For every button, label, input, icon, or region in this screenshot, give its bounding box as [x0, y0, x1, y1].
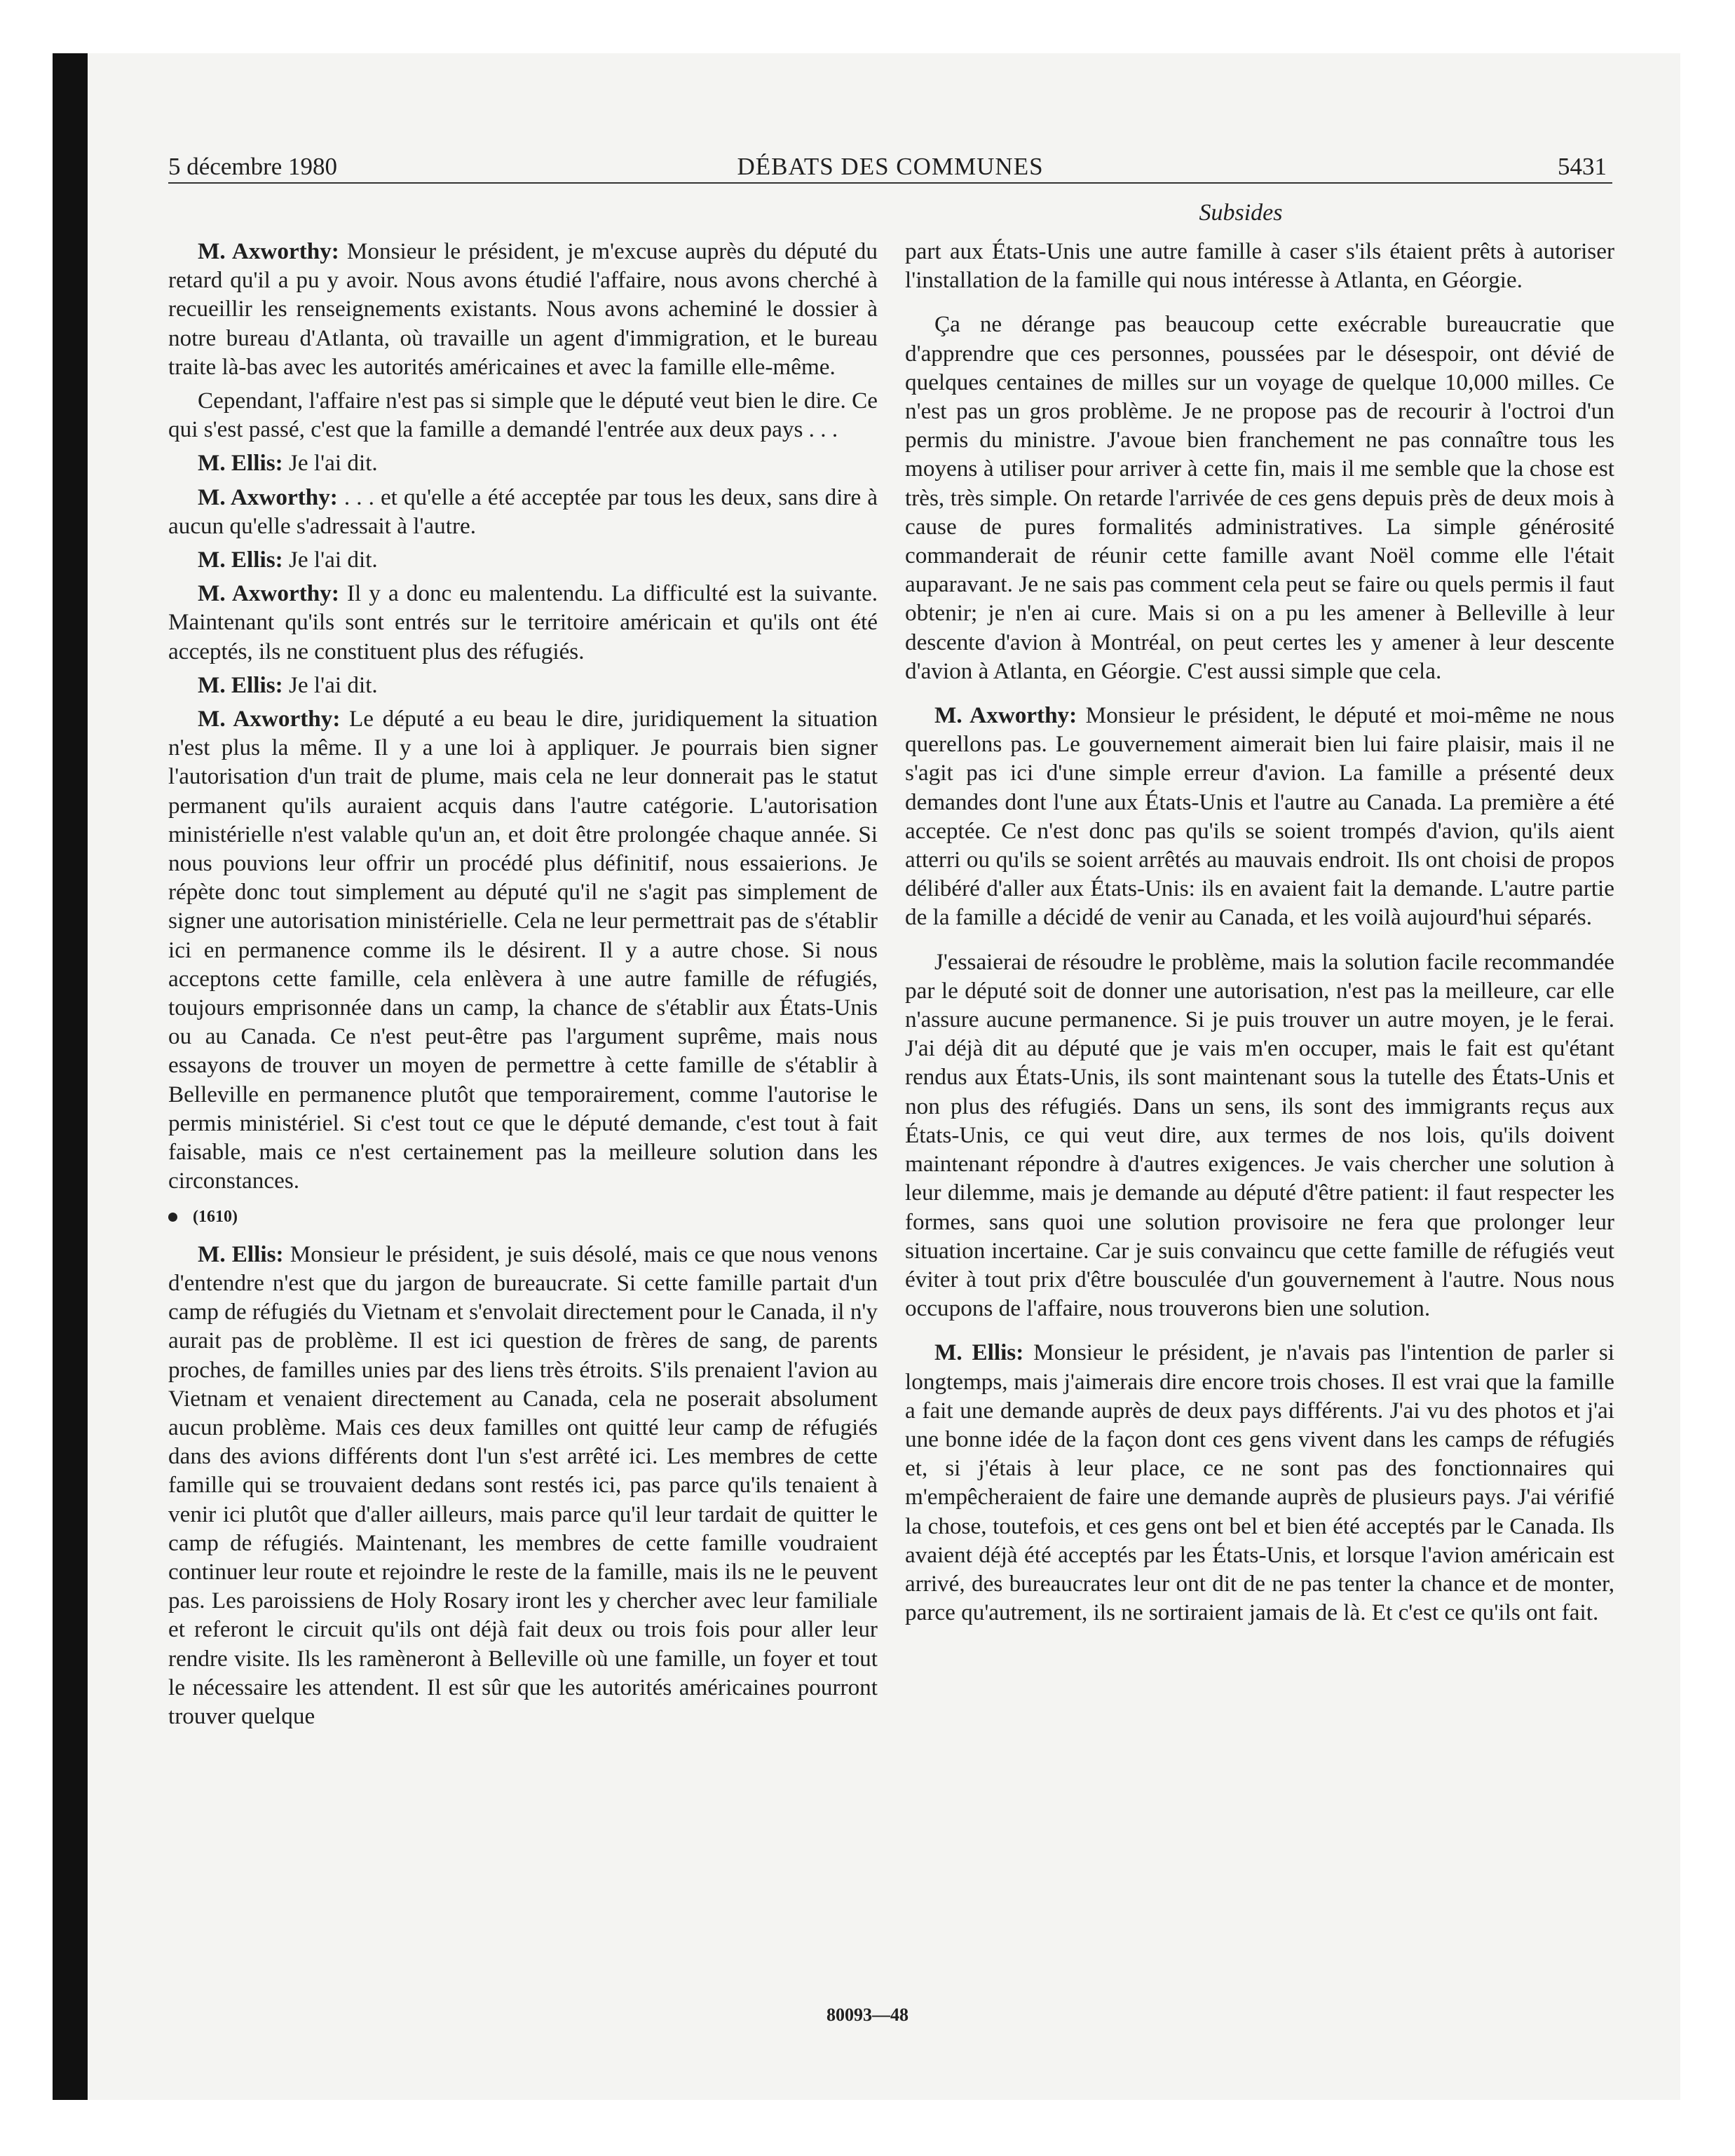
paragraph [168, 483, 878, 540]
speech-text: Monsieur le président, je n'avais pas l'intention de parler si longtemps, mais j'aimerais dire encore trois choses. Il est vrai que la famille a fait une demande auprès de deux pays différents. J'ai vu des photos et j'ai une bonne idée de la façon dont ces gens vivent dans les camps de réfugiés et, si j'étais à leur place, ce ne sont pas des fonctionnaires qui m'empêcheraient de faire une demande auprès de plusieurs pays. J'ai vérifié la chose, toutefois, et ces gens ont bel et bien été acceptés par le Canada. Ils avaient déjà été acceptés par les États-Unis, et lorsque l'avion américain est arrivé, des bureaucrates leur ont dit de ne pas tenter la chance et de monter, parce qu'autrement, ils ne sortiraient jamais de là. Et c'est ce qu'ils ont fait. [905, 1339, 1614, 1626]
paragraph [168, 545, 878, 574]
speech-text: Monsieur le président, je m'excuse auprès du député du retard qu'il a pu y avoir. Nous avons étudié l'affaire, nous avons cherché à recueillir les renseignements existants. Nous avons acheminé le dossier à notre bureau d'Atlanta, où travaille un agent d'immigration, et le bureau traite là-bas avec les autorités américaines et avec la famille elle-même. [168, 238, 878, 380]
paragraph [168, 449, 878, 477]
speaker: M. Ellis: [198, 547, 283, 573]
paragraph [905, 237, 1614, 294]
speech-text: . . . et qu'elle a été acceptée par tous les deux, sans dire à aucun qu'elle s'adressait à l'autre. [168, 484, 878, 539]
paragraph [905, 701, 1614, 932]
paragraph [905, 310, 1614, 685]
paragraph [905, 1338, 1614, 1627]
paragraph [168, 386, 878, 444]
speech-text: Ça ne dérange pas beaucoup cette exécrable bureaucratie que d'apprendre que ces personnes, poussées par le désespoir, ont dévié de quelques centaines de milles sur un voyage de quelque 10,000 milles. Ce n'est pas un gros problème. Je ne propose pas de recourir à l'octroi d'un permis du ministre. J'avoue bien franchement ne pas connaître tous les moyens à utiliser pour arriver à cette fin, mais il me semble que la chose est très, très simple. On retarde l'arrivée de ces gens depuis près de deux mois à cause de pures formalités administratives. La simple générosité commanderait de réunir cette famille avant Noël comme elle l'était auparavant. Je ne sais pas comment cela peut se faire ou quels permis il faut obtenir; je n'en ai cure. Mais si on a pu les amener à Belleville à leur descente d'avion à Montréal, on peut certes les y amener à leur descente d'avion à Atlanta, en Géorgie. C'est aussi simple que cela. [905, 311, 1614, 684]
right-column [905, 237, 1614, 1642]
paragraph [168, 671, 878, 700]
speech-text: Il y a donc eu malentendu. La difficulté est la suivante. Maintenant qu'ils sont entrés sur le territoire américain et qu'ils ont été acceptés, ils ne constituent plus des réfugiés. [168, 580, 878, 664]
speech-text: J'essaierai de résoudre le problème, mais la solution facile recommandée par le député soit de donner une autorisation, n'est pas la meilleure, car elle n'assure aucune permanence. Si je puis trouver un autre moyen, je le ferai. J'ai déjà dit au député que je vais m'en occuper, mais le fait est qu'étant rendus aux États-Unis, ils sont maintenant sous la tutelle des États-Unis et non plus des réfugiés. Dans un sens, ils sont des immigrants reçus aux États-Unis, ce qui veut dire, aux termes de nos lois, qu'ils doivent maintenant répondre à d'autres exigences. Je vais chercher une solution à leur dilemme, mais je demande au député d'être patient: il faut respecter les formes, sans quoi une solution provisoire ne fera que prolonger leur situation incertaine. Car je suis convaincu que cette famille de réfugiés veut éviter à tout prix d'être bousculée d'un gouvernement à l'autre. Nous nous occupons de l'affaire, nous trouverons bien une solution. [905, 948, 1614, 1322]
speech-text: Cependant, l'affaire n'est pas si simple que le député veut bien le dire. Ce qui s'est passé, c'est que la famille a demandé l'entrée aux deux pays . . . [168, 388, 878, 443]
header-date: 5 décembre 1980 [168, 153, 338, 180]
speech-text: Monsieur le président, je suis désolé, mais ce que nous venons d'entendre n'est que du jargon de bureaucrate. Si cette famille partait d'un camp de réfugiés du Vietnam et s'envolait directement pour le Canada, il n'y aurait pas de problème. Il est ici question de frères de sang, de parents proches, de familles unies par des liens très étroits. S'ils prenaient l'avion au Vietnam et venaient directement au Canada, cela ne poserait absolument aucun problème. Mais ces deux familles ont quitté leur camp de réfugiés dans des avions différents dont l'un s'est arrêté ici. Les membres de cette famille qui se trouvaient dedans sont restés ici, pas parce qu'ils tenaient à venir ici plutôt que d'aller ailleurs, mais parce qu'il leur tardait de quitter le camp de réfugiés. Maintenant, les membres de cette famille voudraient continuer leur route et rejoindre le reste de la famille, mais ils ne le peuvent pas. Les paroissiens de Holy Rosary iront les y chercher avec leur familiale et referont le circuit qu'ils ont déjà fait deux ou trois fois pour aller leur rendre visite. Ils les ramèneront à Belleville où une famille, un foyer et tout le nécessaire les attendent. Il est sûr que les autorités américaines pourront trouver quelque [168, 1241, 878, 1729]
speaker: M. Ellis: [934, 1339, 1024, 1366]
speaker: M. Ellis: [198, 1241, 284, 1267]
paragraph [905, 948, 1614, 1323]
running-header [168, 146, 1612, 184]
speech-text: part aux États-Unis une autre famille à caser s'ils étaient prêts à autoriser l'installation de la famille qui nous intéresse à Atlanta, en Géorgie. [905, 238, 1614, 294]
paragraph [168, 1240, 878, 1731]
paragraph [168, 704, 878, 1195]
speech-text: Je l'ai dit. [283, 450, 378, 477]
header-title: DÉBATS DES COMMUNES [737, 153, 1044, 180]
speaker: M. Ellis: [198, 450, 283, 477]
speaker: M. Axworthy: [198, 580, 339, 607]
bullet-dot-icon [168, 1213, 177, 1222]
speaker: M. Axworthy: [198, 706, 341, 732]
paragraph [168, 579, 878, 666]
speaker: M. Axworthy: [198, 484, 338, 510]
left-column [168, 237, 878, 1735]
footer-code: 80093—48 [826, 2005, 909, 2025]
speech-text: Le député a eu beau le dire, juridiquement la situation n'est plus la même. Il y a une loi à appliquer. Je pourrais bien signer l'autorisation d'un trait de plume, mais cela ne leur donnerait pas le statut permanent qu'ils auraient acquis dans l'autre catégorie. L'autorisation ministérielle n'est valable qu'un an, et doit être prolongée chaque année. Si nous pouvions leur offrir un procédé plus définitif, nous essaierions. Je répète donc tout simplement au député qu'il ne s'agit pas simplement de signer une autorisation ministérielle. Cela ne leur permettrait pas de s'établir ici en permanence comme ils le désirent. Il y a autre chose. Si nous acceptons cette famille, cela enlèvera à une autre famille de réfugiés, toujours emprisonnée dans un camp, la chance de s'établir aux États-Unis ou au Canada. Ce n'est peut-être pas l'argument suprême, mais nous essayons de trouver un moyen de permettre à cette famille de s'établir à Belleville en permanence plutôt que temporairement, comme l'autorise le permis ministériel. Si c'est tout ce que le député demande, c'est tout à fait faisable, mais ce n'est certainement pas la meilleure solution dans les circonstances. [168, 706, 878, 1194]
section-title: Subsides [1199, 200, 1283, 226]
speech-text: Je l'ai dit. [283, 547, 378, 573]
paragraph [168, 237, 878, 381]
page-number: 5431 [1558, 153, 1607, 180]
scan-dark-edge [53, 53, 88, 2100]
time-marker-text: (1610) [193, 1207, 238, 1226]
speaker: M. Axworthy: [198, 238, 339, 264]
speaker: M. Ellis: [198, 671, 283, 698]
speech-text: Monsieur le président, le député et moi-même ne nous querellons pas. Le gouvernement aimerait bien lui faire plaisir, mais il ne s'agit pas ici d'une simple erreur d'avion. La famille a présenté deux demandes dont l'une aux États-Unis et l'autre au Canada. La première a été acceptée. Ce n'est donc pas qu'ils se soient trompés d'avion, qu'ils aient atterri ou qu'ils se soient arrêtés au mauvais endroit. Ils ont choisi de propos délibéré d'aller aux États-Unis: ils en avaient fait la demande. L'autre partie de la famille a décidé de venir au Canada, et les voilà aujourd'hui séparés. [905, 702, 1615, 931]
speaker: M. Axworthy: [934, 702, 1077, 729]
time-marker [168, 1203, 878, 1231]
speech-text: Je l'ai dit. [283, 671, 378, 698]
